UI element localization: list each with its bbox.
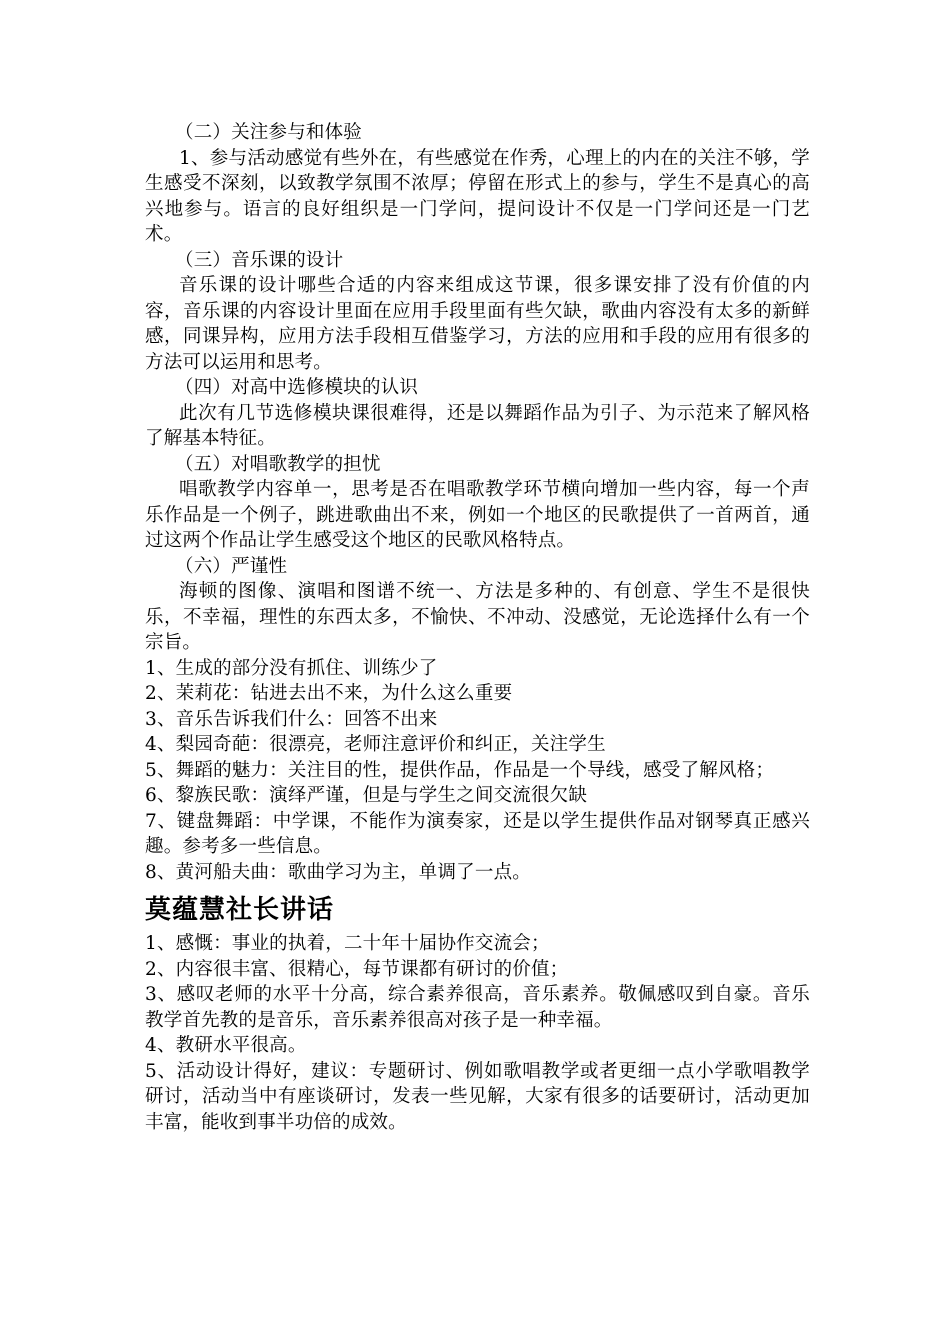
document-page — [145, 120, 810, 1135]
section-body-4: 此次有几节选修模块课很难得，还是以舞蹈作品为引子、为示范来了解风格了解基本特征。 — [145, 402, 810, 449]
section-title-4: （四）对高中选修模块的认识 — [175, 377, 419, 398]
speech-list — [145, 931, 810, 1135]
section-title-5: （五）对唱歌教学的担忧 — [175, 453, 381, 475]
section-body-6: 海顿的图像、演唱和图谱不统一、方法是多种的、有创意、学生不是很快乐，不幸福，理性的东西太多，不愉快、不冲动、没感觉，无论选择什么有一个宗旨。 — [145, 581, 810, 653]
list-item: 5、活动设计得好，建议：专题研讨、例如歌唱教学或者更细一点小学歌唱教学研讨，活动当中有座谈研讨，发表一些见解，大家有很多的话要研讨，活动更加丰富，能收到事半功倍的成效。 — [145, 1060, 810, 1133]
list-item: 8、黄河船夫曲：歌曲学习为主，单调了一点。 — [145, 861, 531, 883]
section-body-5: 唱歌教学内容单一，思考是否在唱歌教学环节横向增加一些内容，每一个声乐作品是一个例子，跳进歌曲出不来，例如一个地区的民歌提供了一首两首，通过这两个作品让学生感受这个地区的民歌风格特点。 — [145, 479, 810, 551]
review-list — [145, 656, 810, 886]
section-body-3: 音乐课的设计哪些合适的内容来组成这节课，很多课安排了没有价值的内容，音乐课的内容设计里面在应用手段里面有些欠缺，歌曲内容没有太多的新鲜感，同课异构，应用方法手段相互借鉴学习，方法的应用和手段的应用有很多的方法可以运用和思考。 — [145, 275, 810, 373]
list-item: 3、感叹老师的水平十分高，综合素养很高，音乐素养。敬佩感叹到自豪。音乐教学首先教的是音乐，音乐素养很高对孩子是一种幸福。 — [145, 984, 810, 1031]
list-item: 7、键盘舞蹈：中学课，不能作为演奏家，还是以学生提供作品对钢琴真正感兴趣。参考多一些信息。 — [145, 810, 810, 857]
section-title-6: （六）严谨性 — [175, 555, 288, 577]
list-item: 4、教研水平很高。 — [145, 1035, 307, 1056]
list-item: 2、茉莉花：钻进去出不来，为什么这么重要 — [145, 683, 513, 704]
list-item: 1、生成的部分没有抓住、训练少了 — [145, 657, 438, 679]
speech-heading: 莫蕴慧社长讲话 — [145, 895, 335, 925]
list-item: 2、内容很丰富、很精心，每节课都有研讨的价值； — [145, 958, 569, 980]
list-item: 1、感慨：事业的执着，二十年十届协作交流会； — [145, 933, 550, 954]
section-title-2: （二）关注参与和体验 — [175, 122, 363, 143]
list-item: 4、梨园奇葩：很漂亮，老师注意评价和纠正，关注学生 — [145, 734, 606, 755]
list-item: 3、音乐告诉我们什么：回答不出来 — [145, 708, 438, 730]
list-item: 5、舞蹈的魅力：关注目的性，提供作品，作品是一个导线，感受了解风格； — [145, 759, 775, 781]
section-body-2: 1、参与活动感觉有些外在，有些感觉在作秀，心理上的内在的关注不够，学生感受不深刻，以致教学氛围不浓厚；停留在形式上的参与，学生不是真心的高兴地参与。语言的良好组织是一门学问，提问设计不仅是一门学问还是一门艺术。 — [145, 147, 810, 245]
list-item: 6、黎族民歌：演绎严谨，但是与学生之间交流很欠缺 — [145, 785, 588, 806]
section-title-3: （三）音乐课的设计 — [175, 249, 344, 271]
